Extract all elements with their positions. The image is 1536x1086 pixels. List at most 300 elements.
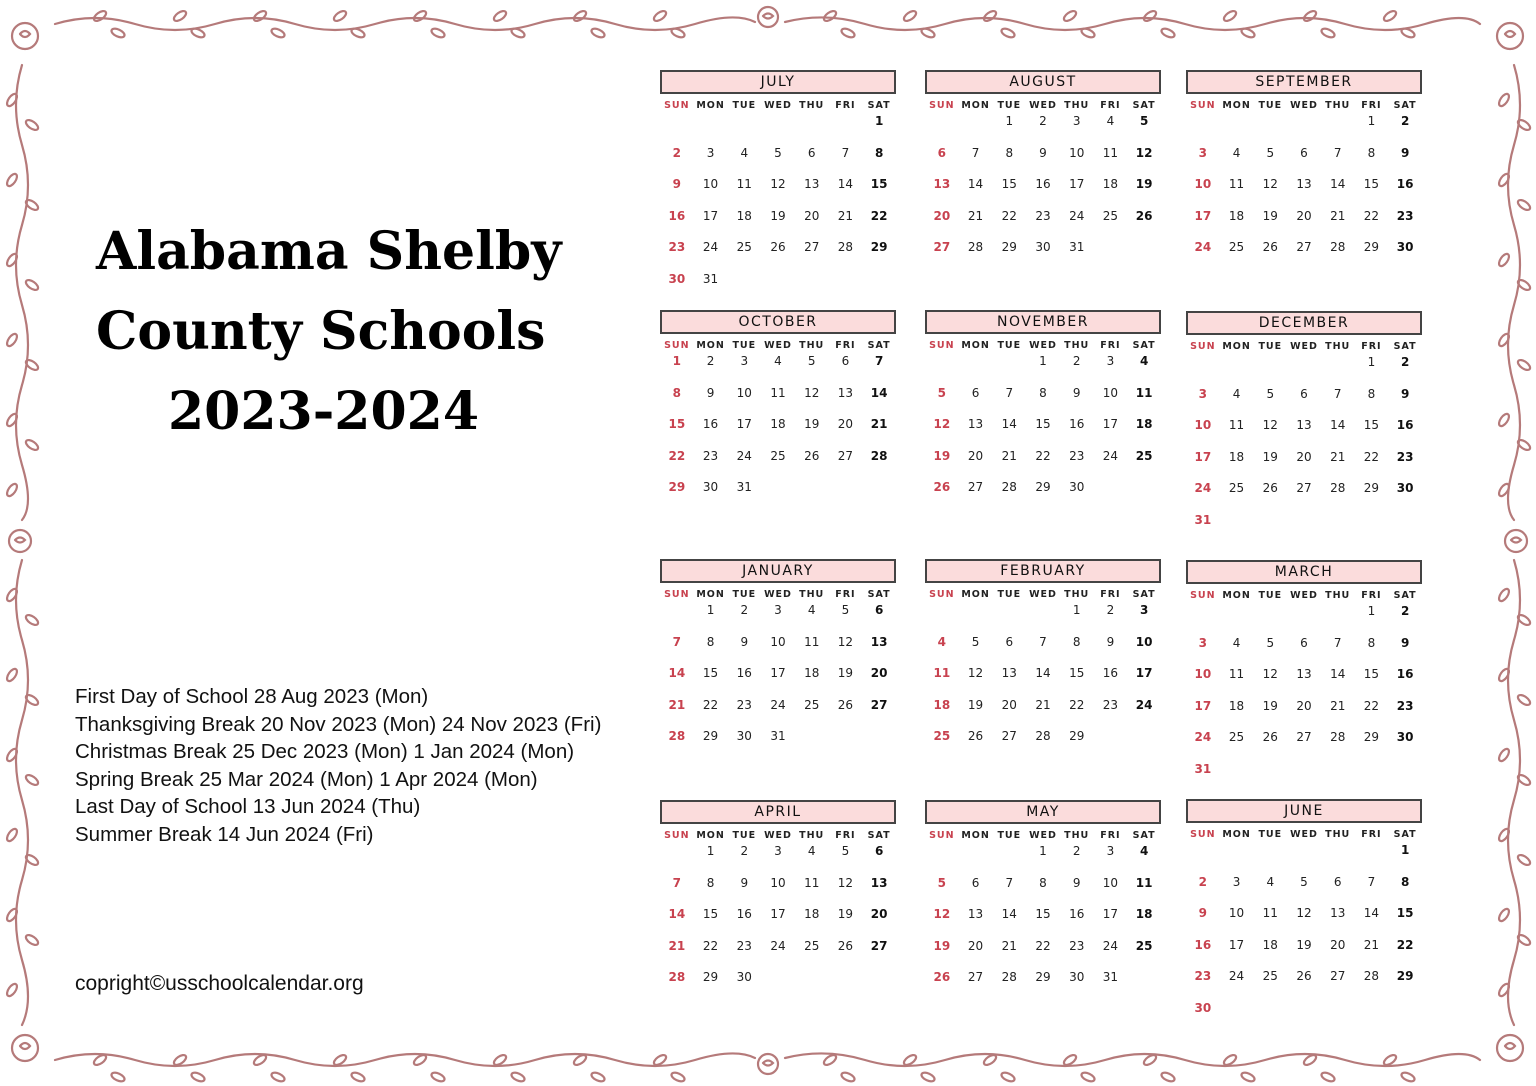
day-cell: 16 xyxy=(1396,667,1414,681)
day-cell: 7 xyxy=(1367,874,1376,889)
day-cell: 21 xyxy=(967,208,984,223)
day-cell: 18 xyxy=(1228,698,1245,713)
day-cell: 20 xyxy=(1296,208,1312,223)
weekday-label: THU xyxy=(1064,340,1090,351)
day-cell: 27 xyxy=(1296,481,1312,495)
day-cell: 15 xyxy=(870,177,888,191)
day-cell: 22 xyxy=(1396,937,1414,952)
month-january xyxy=(660,559,896,759)
day-cell: 12 xyxy=(1262,177,1278,191)
day-cell: 11 xyxy=(770,385,786,400)
weekday-label: SAT xyxy=(1393,829,1417,840)
month-july xyxy=(660,70,896,301)
month-may xyxy=(925,800,1161,1000)
weekday-label: WED xyxy=(1029,589,1057,600)
day-cell: 13 xyxy=(804,177,820,191)
day-cell: 15 xyxy=(702,666,719,680)
day-cell: 8 xyxy=(1367,386,1376,401)
day-cell: 12 xyxy=(1262,418,1278,432)
day-cell: 23 xyxy=(1069,448,1085,463)
day-cell: 7 xyxy=(1005,875,1014,890)
day-cell: 25 xyxy=(804,697,820,712)
day-cell: 22 xyxy=(1363,449,1380,464)
day-cell: 15 xyxy=(1035,907,1051,921)
empty-cell xyxy=(959,842,993,874)
day-cell: 15 xyxy=(702,907,719,921)
day-cell: 15 xyxy=(1035,417,1051,431)
day-cell: 11 xyxy=(1228,418,1245,432)
day-cell: 6 xyxy=(874,603,884,617)
month-header: DECEMBER xyxy=(1186,311,1422,335)
day-cell: 11 xyxy=(1102,145,1119,160)
day-cell: 13 xyxy=(967,907,984,921)
month-april xyxy=(660,800,896,1000)
day-cell: 8 xyxy=(1400,874,1410,889)
day-cell: 1 xyxy=(874,114,884,128)
empty-cell xyxy=(992,601,1026,633)
day-cell: 6 xyxy=(874,844,884,858)
weekday-label: MON xyxy=(696,830,725,841)
day-cell: 8 xyxy=(1367,145,1376,160)
day-cell: 26 xyxy=(1262,481,1278,495)
month-march xyxy=(1186,560,1422,791)
day-cell: 16 xyxy=(1069,907,1085,921)
day-cell: 8 xyxy=(1039,385,1047,400)
event-item: Last Day of School 13 Jun 2024 (Thu) xyxy=(75,795,421,818)
day-cell: 4 xyxy=(1266,874,1275,889)
day-cell: 2 xyxy=(1072,354,1081,368)
day-cell: 13 xyxy=(967,417,984,431)
title-line-2: County Schools xyxy=(96,301,546,362)
day-cell: 6 xyxy=(971,875,980,890)
weekday-label: SUN xyxy=(1190,829,1216,840)
empty-cell xyxy=(1220,353,1254,385)
day-cell: 1 xyxy=(672,354,682,368)
day-cell: 29 xyxy=(702,970,719,984)
weekday-label: MON xyxy=(961,100,990,111)
day-cell: 1 xyxy=(706,603,715,617)
day-cell: 25 xyxy=(1228,240,1245,254)
day-cell: 13 xyxy=(933,177,951,191)
weekday-label: SAT xyxy=(1393,341,1417,352)
day-cell: 25 xyxy=(1262,969,1278,983)
weekday-header-row xyxy=(1186,341,1422,352)
weekday-label: SAT xyxy=(1132,340,1156,351)
day-cell: 25 xyxy=(1135,448,1153,463)
day-cell: 10 xyxy=(1194,667,1212,681)
events-list xyxy=(75,683,601,848)
day-cell: 13 xyxy=(1296,418,1312,432)
day-cell: 20 xyxy=(804,208,820,223)
month-december xyxy=(1186,311,1422,542)
weekday-label: SAT xyxy=(1132,589,1156,600)
day-cell: 17 xyxy=(1102,417,1119,431)
empty-cell xyxy=(1253,112,1287,144)
day-cell: 7 xyxy=(1039,634,1047,649)
day-cell: 20 xyxy=(967,448,984,463)
weekday-label: SUN xyxy=(1190,341,1216,352)
event-item: Spring Break 25 Mar 2024 (Mon) 1 Apr 2024 (Mon) xyxy=(75,767,538,791)
day-cell: 15 xyxy=(1396,906,1414,920)
event-item: First Day of School 28 Aug 2023 (Mon) xyxy=(75,685,429,708)
day-cell: 2 xyxy=(1400,604,1410,618)
weekday-label: MON xyxy=(1222,100,1251,111)
day-cell: 26 xyxy=(1296,969,1312,983)
day-cell: 29 xyxy=(1069,729,1085,743)
day-cell: 18 xyxy=(804,907,820,921)
day-cell: 25 xyxy=(736,240,752,254)
day-cell: 6 xyxy=(1300,386,1308,401)
day-cell: 4 xyxy=(1139,844,1149,858)
empty-cell xyxy=(1253,841,1287,873)
weekday-label: SAT xyxy=(867,340,891,351)
day-cell: 1 xyxy=(1072,603,1081,617)
day-cell: 25 xyxy=(770,448,786,463)
day-cell: 5 xyxy=(841,603,850,617)
day-cell: 8 xyxy=(706,875,715,890)
month-header: JUNE xyxy=(1186,799,1422,823)
weekday-label: THU xyxy=(799,340,825,351)
day-cell: 26 xyxy=(837,938,854,953)
day-cell: 24 xyxy=(1194,240,1212,254)
weekday-label: FRI xyxy=(1100,340,1121,351)
weekday-label: WED xyxy=(1029,340,1057,351)
day-cell: 30 xyxy=(1396,481,1414,495)
empty-cell xyxy=(1186,841,1220,873)
day-cell: 21 xyxy=(870,417,888,431)
day-cell: 24 xyxy=(1102,938,1119,953)
day-cell: 1 xyxy=(1039,844,1047,858)
day-cell: 13 xyxy=(1296,667,1312,681)
weekday-label: FRI xyxy=(835,589,856,600)
day-cell: 6 xyxy=(1300,145,1308,160)
day-cell: 8 xyxy=(1039,875,1047,890)
day-cell: 4 xyxy=(774,354,782,368)
day-cell: 18 xyxy=(804,666,820,680)
day-cell: 30 xyxy=(1069,480,1085,494)
day-cell: 14 xyxy=(1330,418,1346,432)
day-cell: 7 xyxy=(672,634,682,649)
day-cell: 22 xyxy=(870,208,888,223)
month-september xyxy=(1186,70,1422,270)
day-cell: 17 xyxy=(1228,937,1245,952)
day-cell: 16 xyxy=(702,417,719,431)
empty-cell xyxy=(1186,112,1220,144)
day-cell: 22 xyxy=(1363,698,1380,713)
day-cell: 11 xyxy=(736,177,752,191)
day-cell: 17 xyxy=(770,907,786,921)
day-grid xyxy=(1186,841,1422,1030)
day-cell: 25 xyxy=(1102,208,1119,223)
day-cell: 16 xyxy=(1396,177,1414,191)
day-cell: 2 xyxy=(1198,874,1208,889)
day-cell: 1 xyxy=(1367,355,1376,369)
day-grid xyxy=(660,352,896,510)
day-cell: 7 xyxy=(971,145,980,160)
day-cell: 10 xyxy=(1194,418,1212,432)
weekday-label: SAT xyxy=(1132,100,1156,111)
month-november xyxy=(925,310,1161,510)
day-cell: 13 xyxy=(837,385,854,400)
day-cell: 4 xyxy=(937,634,947,649)
day-cell: 22 xyxy=(668,448,686,463)
day-cell: 21 xyxy=(1001,938,1017,953)
day-cell: 21 xyxy=(1363,937,1380,952)
day-cell: 23 xyxy=(1396,208,1414,223)
empty-cell xyxy=(1321,841,1355,873)
day-cell: 8 xyxy=(1072,634,1081,649)
day-cell: 27 xyxy=(1296,730,1312,744)
day-cell: 15 xyxy=(668,417,686,431)
weekday-label: WED xyxy=(764,340,792,351)
weekday-label: TUE xyxy=(997,340,1022,351)
day-cell: 12 xyxy=(770,177,786,191)
empty-cell xyxy=(1287,353,1321,385)
day-cell: 5 xyxy=(1139,114,1149,128)
day-cell: 20 xyxy=(1296,449,1312,464)
day-cell: 1 xyxy=(1367,604,1376,618)
day-cell: 29 xyxy=(1035,480,1051,494)
empty-cell xyxy=(1220,602,1254,634)
day-cell: 10 xyxy=(770,875,786,890)
day-cell: 1 xyxy=(706,844,715,858)
weekday-label: WED xyxy=(764,589,792,600)
day-cell: 24 xyxy=(1194,730,1212,744)
day-cell: 10 xyxy=(1135,634,1153,649)
weekday-label: SAT xyxy=(1132,830,1156,841)
day-cell: 24 xyxy=(770,938,786,953)
weekday-header-row xyxy=(925,100,1161,111)
day-cell: 9 xyxy=(1039,145,1047,160)
day-cell: 16 xyxy=(736,666,752,680)
day-cell: 8 xyxy=(1367,635,1376,650)
day-cell: 6 xyxy=(841,354,850,368)
day-cell: 21 xyxy=(1330,449,1346,464)
day-cell: 15 xyxy=(1363,667,1380,681)
weekday-header-row xyxy=(660,830,896,841)
day-cell: 26 xyxy=(1135,208,1153,223)
day-cell: 9 xyxy=(1400,386,1410,401)
day-cell: 29 xyxy=(702,729,719,743)
day-cell: 4 xyxy=(740,145,749,160)
day-cell: 30 xyxy=(1194,1000,1212,1015)
weekday-header-row xyxy=(1186,590,1422,601)
weekday-label: FRI xyxy=(835,100,856,111)
day-cell: 10 xyxy=(1228,906,1245,920)
day-cell: 1 xyxy=(1039,354,1047,368)
weekday-label: SUN xyxy=(1190,100,1216,111)
day-cell: 5 xyxy=(1266,386,1275,401)
weekday-label: SUN xyxy=(929,340,955,351)
day-cell: 3 xyxy=(706,145,715,160)
empty-cell xyxy=(992,352,1026,384)
weekday-label: FRI xyxy=(1100,830,1121,841)
day-cell: 14 xyxy=(967,177,984,191)
weekday-label: WED xyxy=(1290,100,1318,111)
day-cell: 5 xyxy=(937,385,947,400)
day-cell: 18 xyxy=(736,208,752,223)
day-cell: 27 xyxy=(967,480,984,494)
day-cell: 2 xyxy=(1039,114,1047,128)
empty-cell xyxy=(925,112,959,144)
weekday-label: WED xyxy=(1029,830,1057,841)
day-cell: 25 xyxy=(933,729,951,743)
day-cell: 4 xyxy=(807,603,816,617)
day-cell: 28 xyxy=(1363,969,1380,983)
empty-cell xyxy=(959,352,993,384)
day-cell: 17 xyxy=(1102,907,1119,921)
day-cell: 22 xyxy=(1069,697,1085,712)
day-cell: 9 xyxy=(1198,906,1208,920)
weekday-label: SUN xyxy=(664,589,690,600)
day-cell: 11 xyxy=(1135,875,1153,890)
month-header: JANUARY xyxy=(660,559,896,583)
weekday-label: TUE xyxy=(732,100,757,111)
weekday-label: THU xyxy=(1064,589,1090,600)
day-cell: 20 xyxy=(967,938,984,953)
day-cell: 18 xyxy=(1262,937,1278,952)
day-cell: 3 xyxy=(1139,603,1149,617)
weekday-label: TUE xyxy=(997,100,1022,111)
day-cell: 16 xyxy=(1035,177,1051,191)
day-cell: 3 xyxy=(1106,844,1115,858)
empty-cell xyxy=(727,112,761,144)
month-header: MAY xyxy=(925,800,1161,824)
day-cell: 26 xyxy=(1262,730,1278,744)
day-cell: 29 xyxy=(1363,481,1380,495)
day-cell: 14 xyxy=(1330,667,1346,681)
day-cell: 29 xyxy=(1001,240,1017,254)
weekday-header-row xyxy=(1186,100,1422,111)
month-header: APRIL xyxy=(660,800,896,824)
day-cell: 19 xyxy=(837,666,854,680)
day-cell: 19 xyxy=(933,938,951,953)
day-cell: 16 xyxy=(1396,418,1414,432)
day-cell: 27 xyxy=(804,240,820,254)
day-cell: 28 xyxy=(967,240,984,254)
weekday-label: THU xyxy=(1325,341,1351,352)
day-grid xyxy=(925,112,1161,270)
day-cell: 2 xyxy=(672,145,682,160)
empty-cell xyxy=(660,842,694,874)
day-cell: 18 xyxy=(933,697,951,712)
day-cell: 11 xyxy=(933,666,951,680)
weekday-label: WED xyxy=(1290,341,1318,352)
day-cell: 21 xyxy=(837,208,854,223)
day-cell: 17 xyxy=(1194,698,1212,713)
day-cell: 22 xyxy=(1035,938,1051,953)
weekday-label: SAT xyxy=(867,589,891,600)
empty-cell xyxy=(959,112,993,144)
day-cell: 19 xyxy=(770,208,786,223)
weekday-label: SUN xyxy=(1190,590,1216,601)
day-cell: 29 xyxy=(1363,240,1380,254)
day-cell: 25 xyxy=(1228,730,1245,744)
day-cell: 16 xyxy=(1102,666,1119,680)
weekday-label: TUE xyxy=(1258,590,1283,601)
day-cell: 19 xyxy=(967,697,984,712)
month-header: MARCH xyxy=(1186,560,1422,584)
empty-cell xyxy=(1321,353,1355,385)
day-cell: 20 xyxy=(837,417,854,431)
day-cell: 24 xyxy=(736,448,752,463)
day-cell: 21 xyxy=(1035,697,1051,712)
day-cell: 3 xyxy=(774,603,782,617)
weekday-header-row xyxy=(660,100,896,111)
day-cell: 9 xyxy=(672,177,682,191)
month-june xyxy=(1186,799,1422,1030)
day-cell: 8 xyxy=(672,385,682,400)
weekday-header-row xyxy=(925,589,1161,600)
empty-cell xyxy=(1220,112,1254,144)
day-cell: 28 xyxy=(1330,730,1346,744)
day-grid xyxy=(660,112,896,301)
weekday-header-row xyxy=(660,340,896,351)
event-item: Christmas Break 25 Dec 2023 (Mon) 1 Jan 2024 (Mon) xyxy=(75,740,575,763)
day-cell: 29 xyxy=(668,480,686,494)
weekday-label: FRI xyxy=(1361,829,1382,840)
day-cell: 10 xyxy=(702,177,719,191)
empty-cell xyxy=(1253,353,1287,385)
day-cell: 4 xyxy=(1232,635,1241,650)
day-cell: 3 xyxy=(1072,114,1081,128)
day-cell: 31 xyxy=(1194,761,1212,776)
weekday-label: MON xyxy=(961,830,990,841)
day-cell: 14 xyxy=(837,177,854,191)
day-cell: 14 xyxy=(668,666,686,680)
day-cell: 30 xyxy=(702,480,719,494)
day-cell: 22 xyxy=(1001,208,1017,223)
month-february xyxy=(925,559,1161,759)
empty-cell xyxy=(925,352,959,384)
day-cell: 19 xyxy=(804,417,820,431)
day-cell: 3 xyxy=(1106,354,1115,368)
day-cell: 17 xyxy=(702,208,719,223)
weekday-header-row xyxy=(660,589,896,600)
empty-cell xyxy=(1321,112,1355,144)
day-cell: 14 xyxy=(1001,417,1017,431)
month-header: NOVEMBER xyxy=(925,310,1161,334)
empty-cell xyxy=(1287,602,1321,634)
day-cell: 2 xyxy=(1072,844,1081,858)
weekday-label: WED xyxy=(764,100,792,111)
day-cell: 26 xyxy=(770,240,786,254)
day-cell: 26 xyxy=(804,448,820,463)
empty-cell xyxy=(1321,602,1355,634)
day-cell: 30 xyxy=(1396,730,1414,744)
day-cell: 10 xyxy=(736,385,752,400)
day-grid xyxy=(660,842,896,1000)
day-cell: 26 xyxy=(837,697,854,712)
empty-cell xyxy=(1186,353,1220,385)
day-cell: 27 xyxy=(933,240,951,254)
weekday-label: SAT xyxy=(1393,590,1417,601)
day-cell: 22 xyxy=(1363,208,1380,223)
day-cell: 26 xyxy=(1262,240,1278,254)
day-cell: 11 xyxy=(804,875,820,890)
day-cell: 26 xyxy=(967,729,984,743)
day-cell: 9 xyxy=(1072,875,1081,890)
day-cell: 30 xyxy=(736,729,752,743)
day-cell: 2 xyxy=(706,354,715,368)
day-cell: 3 xyxy=(1232,874,1241,889)
day-cell: 18 xyxy=(1228,449,1245,464)
day-cell: 22 xyxy=(702,697,719,712)
day-cell: 6 xyxy=(971,385,980,400)
weekday-header-row xyxy=(1186,829,1422,840)
day-cell: 29 xyxy=(1396,969,1414,983)
day-grid xyxy=(1186,602,1422,791)
